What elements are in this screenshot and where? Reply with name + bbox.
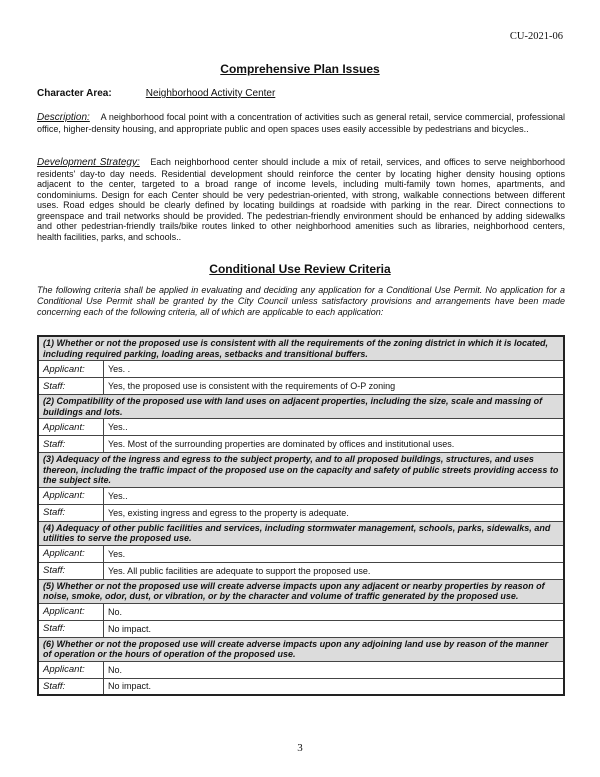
staff-label: Staff:	[38, 562, 104, 579]
criterion-question: (4) Adequacy of other public facilities and services, including stormwater management, schools, parks, sidewalks, and utilities to serve the proposed use.	[38, 521, 564, 545]
character-area-label: Character Area:	[37, 88, 112, 99]
staff-response: Yes, the proposed use is consistent with the requirements of O-P zoning	[104, 378, 565, 395]
criterion-question: (6) Whether or not the proposed use will create adverse impacts upon any adjoining land use by reason of the manner of operation or the hours of operation of the proposed use.	[38, 637, 564, 661]
staff-label: Staff:	[38, 678, 104, 695]
applicant-response: No.	[104, 603, 565, 620]
strategy-text: Each neighborhood center should include a mix of retail, services, and offices to serve neighborhood residents' day-to day needs. Residential development should reinforce the center by locating higher density housing options adjacent to the center, targeted to a broad range of income levels, including multi-family town homes, apartments, and condominiums. Design for each Center should be very pedestrian-oriented, with strong, walkable connections between different uses. Road edges should be clearly defined by locating buildings at roadside with parking in the rear. Direct connections to greenspace and trail networks should be provided. The pedestrian-friendly environment should be enhanced by adding sidewalks and other pedestrian-friendly trails/bike routes linked to other neighborhood amenities such as libraries, neighborhood centers, health facilities, parks, and schools..	[37, 157, 565, 242]
applicant-response: No.	[104, 661, 565, 678]
staff-label: Staff:	[38, 378, 104, 395]
criterion-question: (1) Whether or not the proposed use is consistent with all the requirements of the zoning district in which it is located, including required parking, loading areas, setbacks and transitional buffers.	[38, 336, 564, 361]
applicant-response: Yes..	[104, 419, 565, 436]
strategy-label: Development Strategy:	[37, 157, 140, 168]
staff-label: Staff:	[38, 504, 104, 521]
applicant-row	[38, 361, 564, 378]
staff-row	[38, 562, 564, 579]
applicant-response: Yes.	[104, 545, 565, 562]
strategy-paragraph	[37, 157, 565, 242]
description-paragraph	[37, 112, 565, 134]
staff-row	[38, 504, 564, 521]
applicant-response: Yes..	[104, 487, 565, 504]
criterion-row	[38, 579, 564, 603]
criteria-intro: The following criteria shall be applied in evaluating and deciding any application for a Conditional Use Permit. No application for a Conditional Use Permit shall be granted by the City Council unless satisfactory provisions and arrangements have been made concerning each of the following criteria, all of which are applicable to each application:	[37, 285, 565, 317]
character-area-value: Neighborhood Activity Center	[145, 88, 276, 99]
staff-label: Staff:	[38, 436, 104, 453]
applicant-label: Applicant:	[38, 545, 104, 562]
description-label: Description:	[37, 112, 90, 123]
criterion-question: (3) Adequacy of the ingress and egress to the subject property, and to all proposed buildings, structures, and uses thereon, including the traffic impact of the proposed use on the capacity and safety of public streets providing access to the subject site.	[38, 453, 564, 488]
staff-row	[38, 620, 564, 637]
criterion-question: (5) Whether or not the proposed use will create adverse impacts upon any adjacent or nearby properties by reason of noise, smoke, odor, dust, or vibration, or by the character and volume of traffic generated by the proposed use.	[38, 579, 564, 603]
criterion-row	[38, 453, 564, 488]
applicant-label: Applicant:	[38, 419, 104, 436]
character-area	[37, 88, 275, 99]
staff-response: Yes. All public facilities are adequate to support the proposed use.	[104, 562, 565, 579]
applicant-label: Applicant:	[38, 603, 104, 620]
applicant-row	[38, 487, 564, 504]
staff-row	[38, 378, 564, 395]
applicant-label: Applicant:	[38, 661, 104, 678]
document-id: CU-2021-06	[509, 31, 563, 42]
staff-response: Yes, existing ingress and egress to the property is adequate.	[104, 504, 565, 521]
applicant-label: Applicant:	[38, 361, 104, 378]
criterion-question: (2) Compatibility of the proposed use with land uses on adjacent properties, including the size, scale and massing of buildings and lots.	[38, 395, 564, 419]
criterion-row	[38, 521, 564, 545]
staff-response: No impact.	[104, 678, 565, 695]
staff-row	[38, 678, 564, 695]
criterion-row	[38, 637, 564, 661]
staff-row	[38, 436, 564, 453]
applicant-row	[38, 419, 564, 436]
page-number: 3	[297, 742, 303, 754]
applicant-row	[38, 603, 564, 620]
applicant-response: Yes. .	[104, 361, 565, 378]
staff-response: Yes. Most of the surrounding properties are dominated by offices and institutional uses.	[104, 436, 565, 453]
criteria-table	[37, 335, 565, 696]
staff-response: No impact.	[104, 620, 565, 637]
section-title: Comprehensive Plan Issues	[220, 62, 380, 76]
criterion-row	[38, 336, 564, 361]
applicant-label: Applicant:	[38, 487, 104, 504]
applicant-row	[38, 545, 564, 562]
applicant-row	[38, 661, 564, 678]
description-text: A neighborhood focal point with a concentration of activities such as general retail, service commercial, professional office, higher-density housing, and appropriate public and open spaces uses easily accessible by pedestrians and bicycles..	[37, 112, 565, 134]
staff-label: Staff:	[38, 620, 104, 637]
criterion-row	[38, 395, 564, 419]
criteria-title: Conditional Use Review Criteria	[209, 262, 391, 276]
